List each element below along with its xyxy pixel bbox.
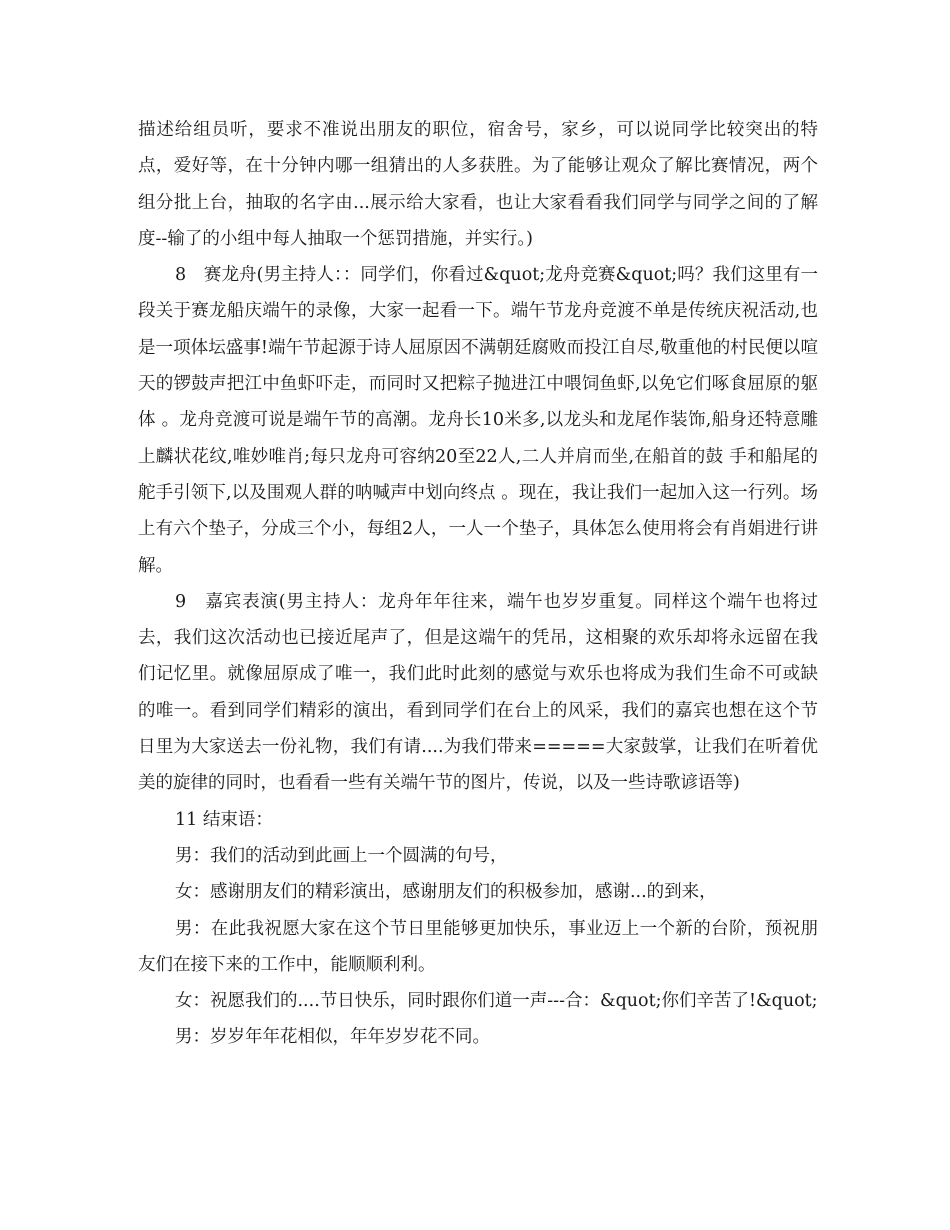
document-body xyxy=(138,112,818,1056)
paragraph-female-line-1: 女：感谢朋友们的精彩演出，感谢朋友们的积极参加，感谢...的到来， xyxy=(175,882,717,903)
paragraph-game-description: 描述给组员听，要求不准说出朋友的职位，宿舍号，家乡，可以说同学比较突出的特点，爱好等，在十分钟内哪一组猜出的人多获胜。为了能够让观众了解比赛情况，两个组分批上台，抽取的名字由...展示给大家看，也让大家看看我们同学与同学之间的了解度--输了的小组中每人抽取一个惩罚措施，并实行。) xyxy=(138,120,818,249)
paragraph-female-line-2: 女：祝愿我们的....节日快乐，同时跟你们道一声---合：&quot;你们辛苦了!&quot; xyxy=(175,991,818,1012)
paragraph-male-line-2: 男：在此我祝愿大家在这个节日里能够更加快乐，事业迈上一个新的台阶，预祝朋友们在接下来的工作中，能顺顺利利。 xyxy=(138,918,818,975)
paragraph-dragon-boat: 8 赛龙舟(男主持人：：同学们，你看过&quot;龙舟竞赛&quot;吗？我们这里有一段关于赛龙船庆端午的录像，大家一起看一下。端午节龙舟竞渡不单是传统庆祝活动,也是一项体坛盛事!端午节起源于诗人屈原因不满朝廷腐败而投江自尽,敬重他的村民便以喧天的锣鼓声把江中鱼虾吓走，而同时又把粽子抛进江中喂饲鱼虾,以免它们啄食屈原的躯体 。龙舟竞渡可说是端午节的高潮。龙舟长10米多,以龙头和龙尾作装饰,船身还特意雕上麟状花纹,唯妙唯肖;每只龙舟可容纳20至22人,二人并肩而坐,在船首的鼓 手和船尾的舵手引领下,以及围观人群的呐喊声中划向终点 。现在，我让我们一起加入这一行列。场上有六个垫子，分成三个小，每组2人，一人一个垫子，具体怎么使用将会有肖娟进行讲解。 xyxy=(138,265,818,576)
paragraph-guest-performance: 9 嘉宾表演(男主持人：龙舟年年往来，端午也岁岁重复。同样这个端午也将过去，我们这次活动也已接近尾声了，但是这端午的凭吊，这相聚的欢乐却将永远留在我们记忆里。就像屈原成了唯一，我们此时此刻的感觉与欢乐也将成为我们生命不可或缺的唯一。看到同学们精彩的演出，看到同学们在台上的风采，我们的嘉宾也想在这个节日里为大家送去一份礼物，我们有请....为我们带来=====大家鼓掌，让我们在听着优美的旋律的同时，也看看一些有关端午节的图片，传说，以及一些诗歌谚语等) xyxy=(138,591,818,794)
paragraph-male-line-3: 男：岁岁年年花相似，年年岁岁花不同。 xyxy=(175,1027,490,1048)
paragraph-closing-heading: 11 结束语： xyxy=(175,809,273,830)
paragraph-male-line-1: 男：我们的活动到此画上一个圆满的句号， xyxy=(175,845,508,866)
